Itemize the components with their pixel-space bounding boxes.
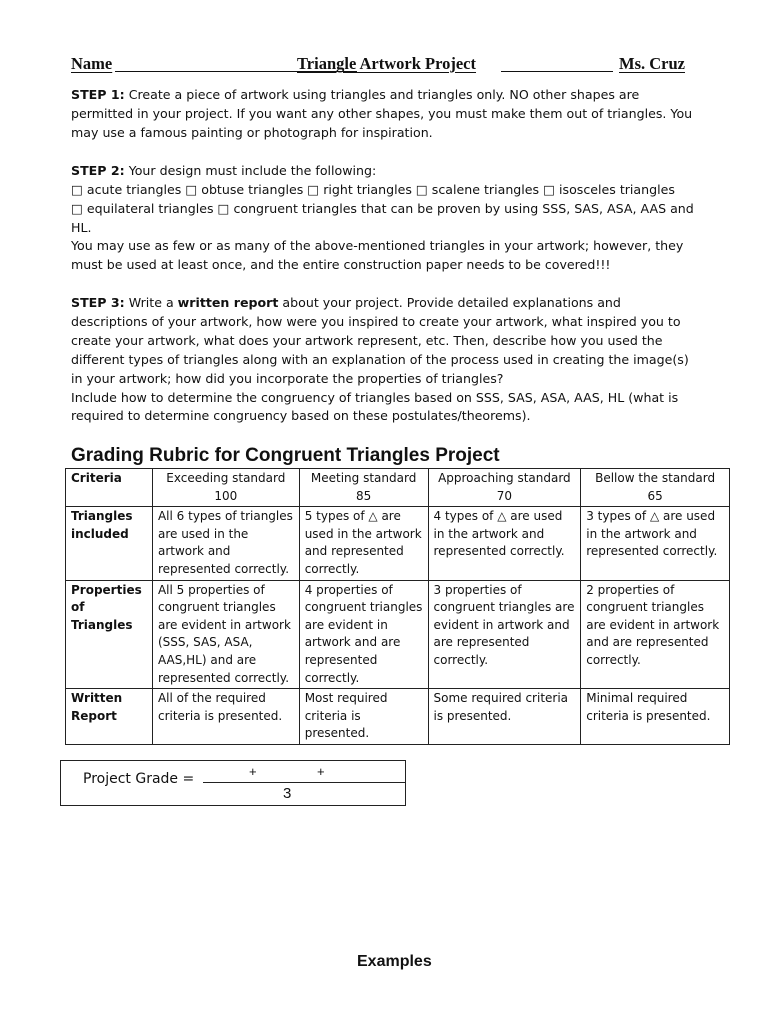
project-grade-label: Project Grade = bbox=[83, 771, 195, 787]
level-points: 100 bbox=[214, 488, 238, 503]
step-1-label: STEP 1: bbox=[71, 87, 125, 102]
title-underline bbox=[501, 71, 613, 72]
level-header-approaching bbox=[428, 469, 581, 507]
project-grade-box bbox=[60, 760, 406, 806]
table-cell: Some required criteria is presented. bbox=[428, 689, 581, 745]
examples-heading: Examples bbox=[357, 953, 432, 970]
level-name: Bellow the standard bbox=[595, 471, 716, 485]
table-cell: 3 types of △ are used in the artwork and represented correctly. bbox=[581, 507, 730, 580]
row-criterion-report: Written Report bbox=[66, 689, 153, 745]
table-cell: All of the required criteria is presented. bbox=[152, 689, 299, 745]
table-cell: Minimal required criteria is presented. bbox=[581, 689, 730, 745]
grading-rubric-table bbox=[65, 468, 730, 745]
level-points: 85 bbox=[355, 488, 372, 503]
rubric-header-row bbox=[66, 469, 730, 507]
level-header-exceeding bbox=[152, 469, 299, 507]
congruency-instruction: Include how to determine the congruency of triangles based on SSS, SAS, ASA, AAS, HL (what is required to determine congruency based on these postulates/theorems). bbox=[71, 389, 679, 424]
level-header-meeting bbox=[299, 469, 428, 507]
row-criterion-properties: Properties of Triangles bbox=[66, 580, 153, 689]
usage-note-text: You may use as few or as many of the above-mentioned triangles in your artwork; however, they must be used at least once, and the entire construction paper needs to be covered!!! bbox=[71, 238, 684, 272]
level-header-below bbox=[581, 469, 730, 507]
step-3-label: STEP 3: bbox=[71, 295, 125, 310]
plus-sign: + bbox=[317, 764, 325, 779]
plus-sign: + bbox=[249, 764, 257, 779]
step-1-text: Create a piece of artwork using triangles and triangles only. NO other shapes are permitted in your project. If you want any other shapes, you must make them out of triangles. You may use a famous painting or photograph for inspiration. bbox=[71, 87, 693, 140]
level-name: Exceeding standard bbox=[166, 471, 286, 485]
step-1 bbox=[71, 86, 701, 143]
level-points: 65 bbox=[647, 488, 663, 503]
teacher-name: Ms. Cruz bbox=[619, 54, 685, 73]
fraction-bar bbox=[203, 782, 405, 783]
table-cell: 5 types of △ are used in the artwork and represented correctly. bbox=[299, 507, 428, 580]
table-cell: All 6 types of triangles are used in the artwork and represented correctly. bbox=[152, 507, 299, 580]
name-label: Name bbox=[71, 54, 113, 73]
step-2-label: STEP 2: bbox=[71, 163, 125, 178]
step-3-text-after: about your project. Provide detailed explanations and descriptions of your artwork, how were you inspired to create your artwork, what inspired you to create your artwork, what does your artwork represent, etc. Then, describe how you used the different types of triangles along with an explanation of the process used in creating the image(s) in your artwork; how did you incorporate the properties of triangles? bbox=[71, 295, 689, 386]
project-title: Triangle Artwork Project bbox=[297, 54, 477, 73]
step-3-text-before: Write a bbox=[124, 295, 178, 310]
table-cell: 4 properties of congruent triangles are evident in artwork and are represented correctly. bbox=[299, 580, 428, 689]
usage-note bbox=[71, 237, 701, 275]
step-2 bbox=[71, 162, 701, 238]
table-row bbox=[66, 507, 730, 580]
level-points: 70 bbox=[496, 488, 513, 503]
grade-denominator: 3 bbox=[283, 785, 292, 802]
table-cell: Most required criteria is presented. bbox=[299, 689, 428, 745]
level-name: Meeting standard bbox=[310, 471, 417, 485]
table-cell: 4 types of △ are used in the artwork and represented correctly. bbox=[428, 507, 581, 580]
triangle-types-line-1: □ acute triangles □ obtuse triangles □ right triangles □ scalene triangles □ isosceles triangles bbox=[71, 181, 675, 197]
header bbox=[71, 54, 685, 76]
step-2-intro: Your design must include the following: bbox=[124, 163, 377, 178]
triangle-types-line-2: □ equilateral triangles □ congruent triangles that can be proven by using SSS, SAS, ASA, AAS and HL. bbox=[71, 200, 694, 235]
table-row bbox=[66, 580, 730, 689]
table-cell: 3 properties of congruent triangles are evident in artwork and are represented correctly. bbox=[428, 580, 581, 689]
rubric-title: Grading Rubric for Congruent Triangles Project bbox=[71, 445, 500, 466]
row-criterion-triangles: Triangles included bbox=[66, 507, 153, 580]
table-cell: 2 properties of congruent triangles are evident in artwork and are represented correctly. bbox=[581, 580, 730, 689]
level-name: Approaching standard bbox=[438, 471, 571, 485]
step-3 bbox=[71, 294, 701, 426]
written-report-phrase: written report bbox=[177, 295, 279, 310]
table-cell: All 5 properties of congruent triangles are evident in artwork (SSS, SAS, ASA, AAS,HL) and are represented correctly. bbox=[152, 580, 299, 689]
table-row bbox=[66, 689, 730, 745]
criteria-header: Criteria bbox=[66, 469, 153, 507]
